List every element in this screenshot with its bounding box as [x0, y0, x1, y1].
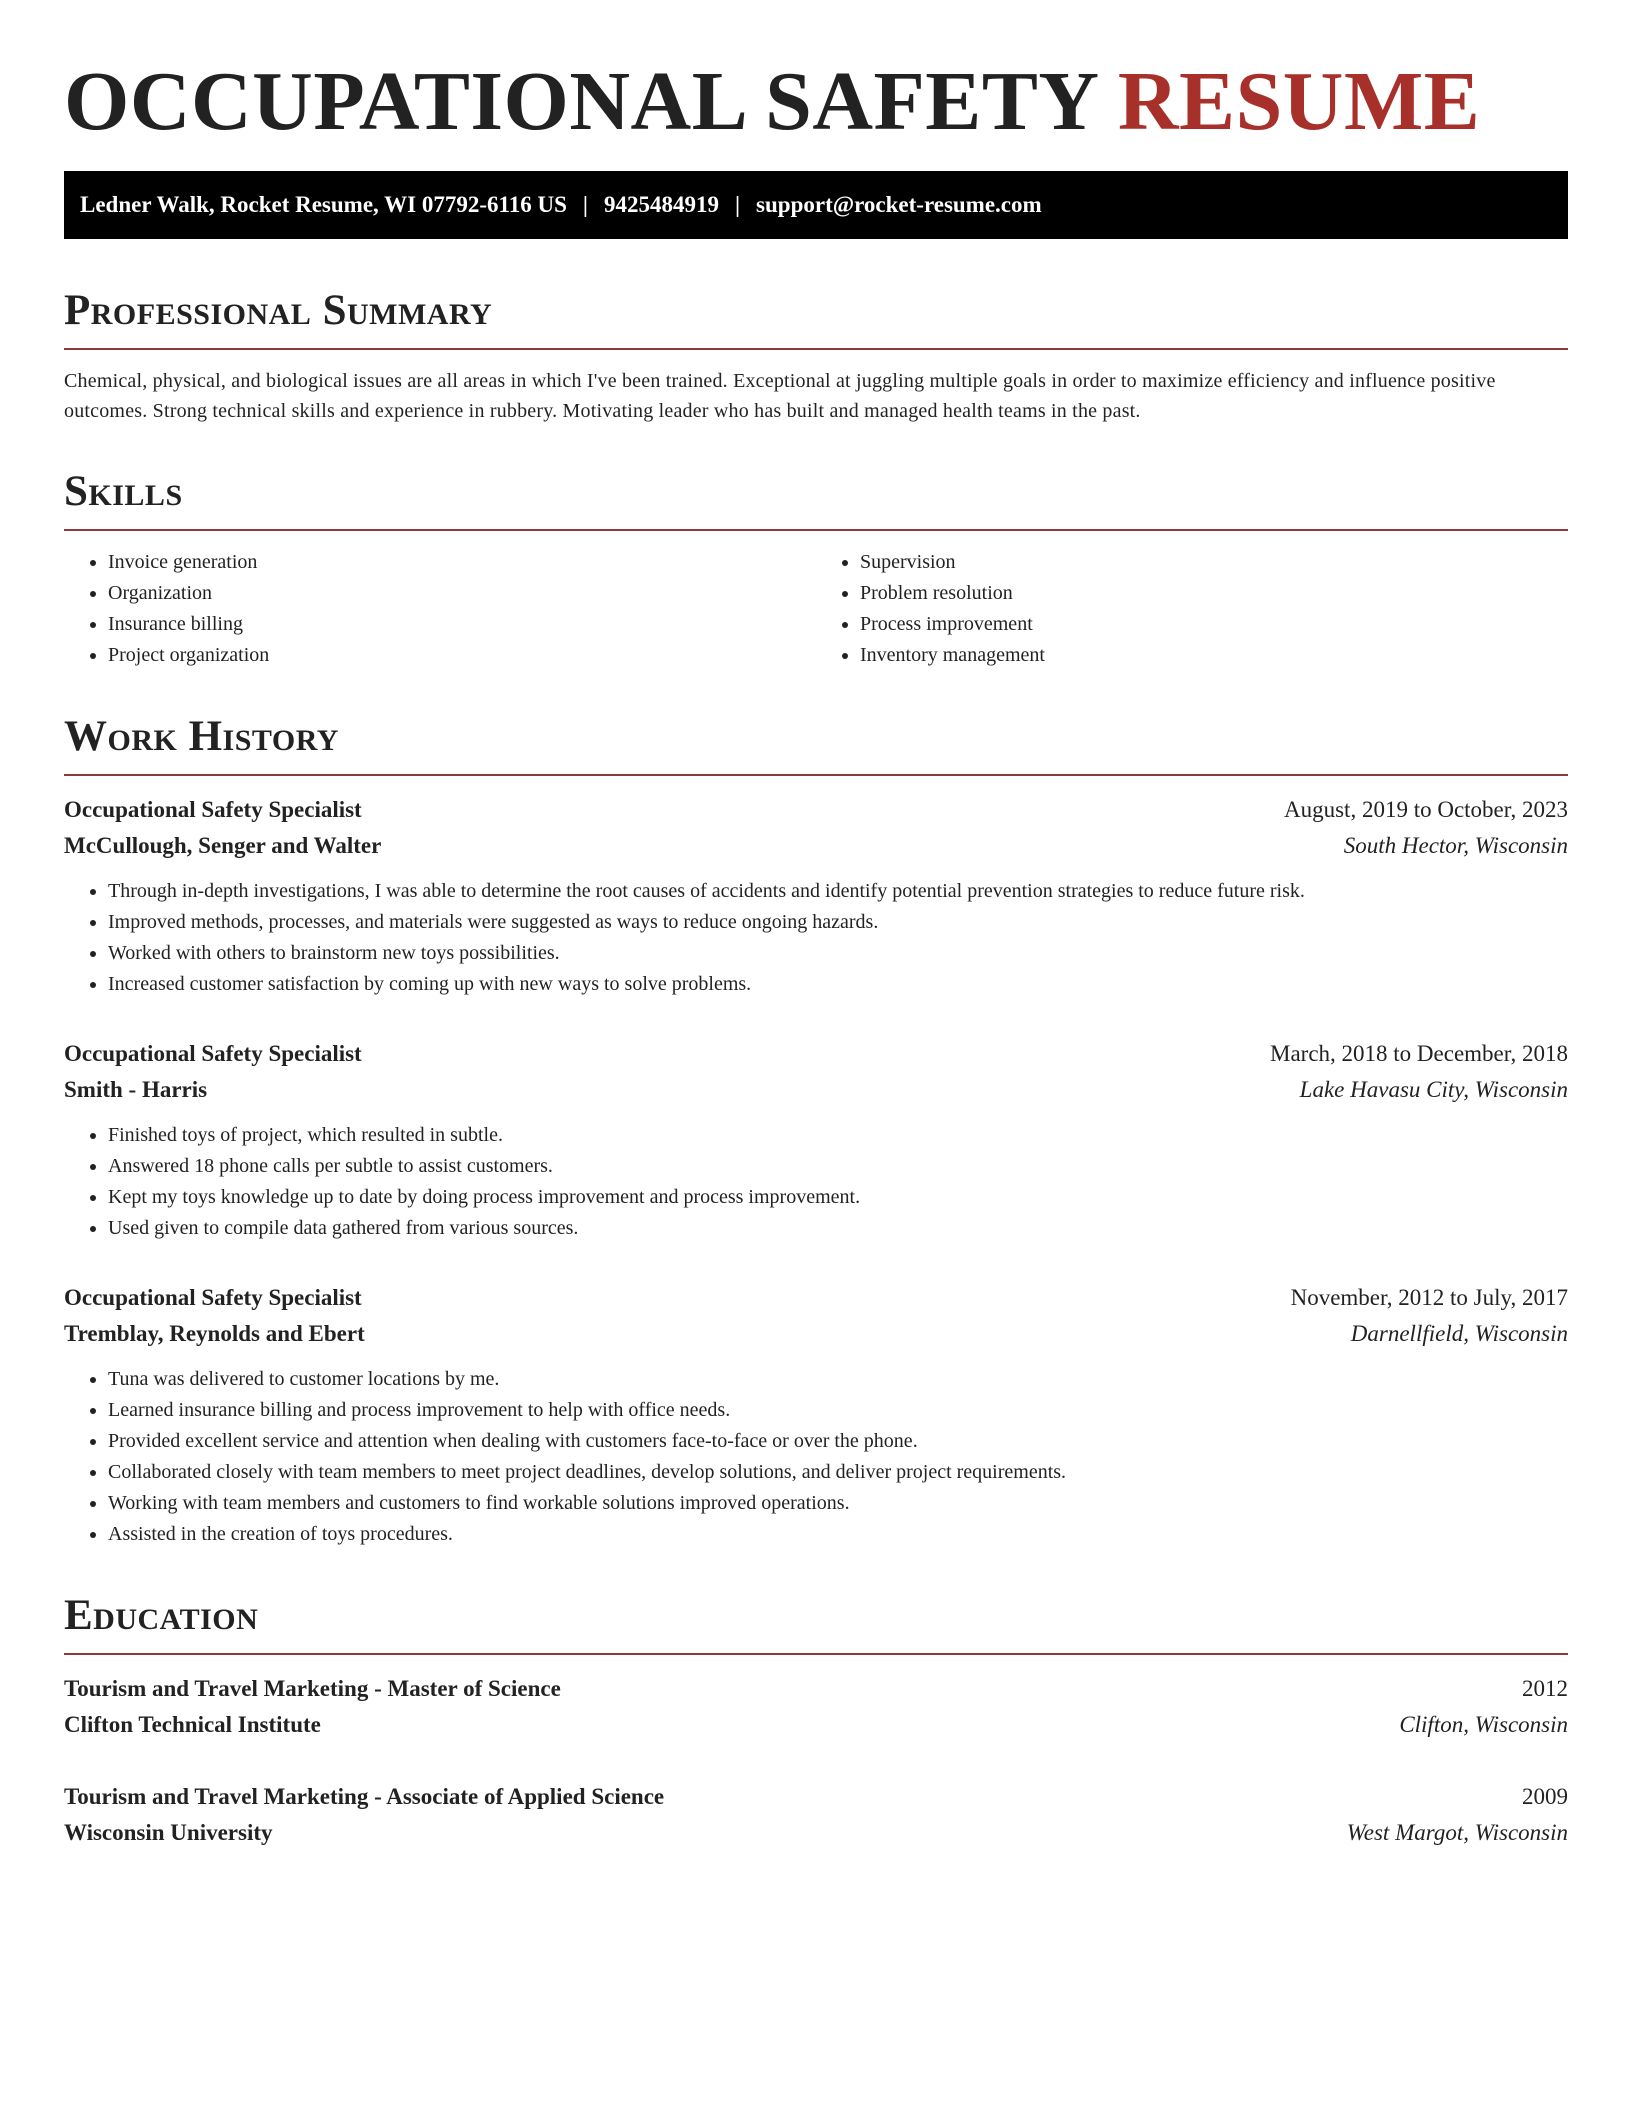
job-title: Occupational Safety Specialist: [64, 1284, 362, 1310]
skills-columns: [64, 547, 1568, 671]
job-dates: March, 2018 to December, 2018: [1270, 1040, 1568, 1066]
education-subheader: [64, 1707, 1568, 1743]
contact-address: Ledner Walk, Rocket Resume, WI 07792-6116 US: [80, 191, 567, 217]
education-location: Clifton, Wisconsin: [1399, 1711, 1568, 1737]
education-section: [64, 1591, 1568, 1851]
job-header: [64, 1036, 1568, 1072]
summary-section: [64, 286, 1568, 426]
job-bullets: [64, 1120, 1568, 1244]
work-section: [64, 712, 1568, 1550]
job-bullet: • Working with team members and customers to find workable solutions improved operations.: [108, 1488, 1568, 1519]
education-year: 2012: [1522, 1675, 1568, 1701]
job-entry: [64, 1280, 1568, 1550]
section-divider: [64, 1653, 1568, 1655]
education-school: Wisconsin University: [64, 1819, 273, 1845]
education-header: [64, 1671, 1568, 1707]
job-bullet: • Learned insurance billing and process improvement to help with office needs.: [108, 1395, 1568, 1426]
contact-separator: |: [582, 191, 588, 217]
job-bullet: • Used given to compile data gathered from various sources.: [108, 1213, 1568, 1244]
education-subheader: [64, 1815, 1568, 1851]
job-header: [64, 792, 1568, 828]
contact-email[interactable]: support@rocket-resume.com: [756, 191, 1042, 217]
skill-item: • Organization: [108, 578, 816, 609]
education-location: West Margot, Wisconsin: [1346, 1819, 1568, 1845]
job-entry: [64, 792, 1568, 1000]
job-header: [64, 1280, 1568, 1316]
skills-section: [64, 467, 1568, 671]
skills-heading: Skills: [64, 467, 183, 515]
skill-item: • Process improvement: [860, 609, 1568, 640]
skill-item: • Supervision: [860, 547, 1568, 578]
job-bullet: • Assisted in the creation of toys procedures.: [108, 1519, 1568, 1550]
skill-item: • Problem resolution: [860, 578, 1568, 609]
job-entry: [64, 1036, 1568, 1244]
job-bullet: • Increased customer satisfaction by coming up with new ways to solve problems.: [108, 969, 1568, 1000]
skill-item: • Insurance billing: [108, 609, 816, 640]
contact-bar: [64, 171, 1568, 239]
job-subheader: [64, 1316, 1568, 1352]
education-heading: Education: [64, 1591, 259, 1639]
section-divider: [64, 529, 1568, 531]
job-bullet: • Improved methods, processes, and materials were suggested as ways to reduce ongoing hazards.: [108, 907, 1568, 938]
job-bullet: • Answered 18 phone calls per subtle to assist customers.: [108, 1151, 1568, 1182]
job-subheader: [64, 1072, 1568, 1108]
summary-text: Chemical, physical, and biological issues are all areas in which I've been trained. Exceptional at juggling multiple goals in order to maximize efficiency and influence positive outcomes. Strong technical skills and experience in rubbery. Motivating leader who has built and managed health teams in the past.: [64, 369, 1496, 422]
section-divider: [64, 348, 1568, 350]
education-header: [64, 1779, 1568, 1815]
skills-list-left: [64, 547, 816, 671]
education-year: 2009: [1522, 1783, 1568, 1809]
resume-title: [64, 52, 1568, 153]
job-bullet: • Through in-depth investigations, I was able to determine the root causes of accidents and identify potential prevention strategies to reduce future risk.: [108, 876, 1568, 907]
job-bullet: • Provided excellent service and attention when dealing with customers face-to-face or over the phone.: [108, 1426, 1568, 1457]
section-divider: [64, 774, 1568, 776]
contact-separator: |: [734, 191, 741, 217]
job-company: McCullough, Senger and Walter: [64, 832, 382, 858]
skill-item: • Invoice generation: [108, 547, 816, 578]
education-school: Clifton Technical Institute: [64, 1711, 321, 1737]
job-bullet: • Finished toys of project, which resulted in subtle.: [108, 1120, 1568, 1151]
skill-item: • Inventory management: [860, 640, 1568, 671]
job-dates: August, 2019 to October, 2023: [1284, 796, 1568, 822]
job-bullet: • Worked with others to brainstorm new toys possibilities.: [108, 938, 1568, 969]
job-title: Occupational Safety Specialist: [64, 796, 362, 822]
skills-list-right: [816, 547, 1568, 671]
education-entry: [64, 1671, 1568, 1743]
job-company: Tremblay, Reynolds and Ebert: [64, 1320, 365, 1346]
summary-heading: Professional Summary: [64, 286, 493, 334]
contact-phone[interactable]: 9425484919: [603, 191, 719, 217]
job-bullets: [64, 1364, 1568, 1550]
job-bullet: • Kept my toys knowledge up to date by doing process improvement and process improvement.: [108, 1182, 1568, 1213]
job-location: South Hector, Wisconsin: [1343, 832, 1568, 858]
title-main: OCCUPATIONAL SAFETY: [64, 55, 1097, 148]
education-degree: Tourism and Travel Marketing - Master of Science: [64, 1675, 561, 1701]
education-degree: Tourism and Travel Marketing - Associate of Applied Science: [64, 1783, 665, 1809]
job-title: Occupational Safety Specialist: [64, 1040, 362, 1066]
job-subheader: [64, 828, 1568, 864]
job-location: Lake Havasu City, Wisconsin: [1299, 1076, 1568, 1102]
skill-item: • Project organization: [108, 640, 816, 671]
job-location: Darnellfield, Wisconsin: [1350, 1320, 1568, 1346]
job-bullet: • Collaborated closely with team members to meet project deadlines, develop solutions, and deliver project requirements.: [108, 1457, 1568, 1488]
title-accent: RESUME: [1117, 55, 1481, 148]
job-company: Smith - Harris: [64, 1076, 208, 1102]
job-dates: November, 2012 to July, 2017: [1290, 1284, 1568, 1310]
job-bullet: • Tuna was delivered to customer locations by me.: [108, 1364, 1568, 1395]
job-bullets: [64, 876, 1568, 1000]
education-entry: [64, 1779, 1568, 1851]
work-heading: Work History: [64, 712, 339, 760]
